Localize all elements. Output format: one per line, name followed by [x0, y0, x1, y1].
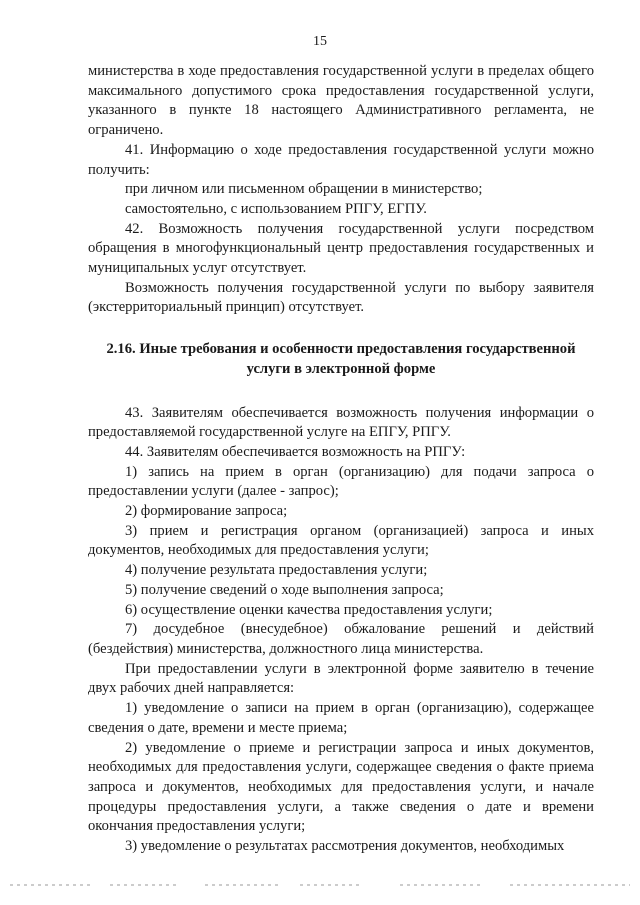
paragraph: министерства в ходе предоставления государственной услуги в пределах общего максимального допустимого срока предоставления государственной услуги, указанного в пункте 18 настоящего Административного регламента, не ограничено.	[88, 63, 594, 139]
list-item: 4) получение результата предоставления услуги;	[125, 562, 428, 579]
paragraph: самостоятельно, с использованием РПГУ, ЕГПУ.	[125, 200, 427, 217]
list-item: 1) запись на прием в орган (организацию) для подачи запроса о предоставлении услуги (далее - запрос);	[88, 463, 594, 500]
paragraph-group-top	[88, 62, 594, 318]
paragraph: при личном или письменном обращении в министерство;	[125, 181, 483, 198]
paragraph: 44. Заявителям обеспечивается возможность на РПГУ:	[125, 443, 466, 460]
list-item: 5) получение сведений о ходе выполнения запроса;	[125, 581, 444, 598]
page-number: 15	[313, 34, 327, 49]
section-heading: 2.16. Иные требования и особенности предоставления государственной услуги в электронной форме	[106, 341, 576, 377]
list-item: 7) досудебное (внесудебное) обжалование решений и действий (бездействия) министерства, должностного лица министерства.	[88, 621, 594, 657]
list-item: 2) уведомление о приеме и регистрации запроса и иных документов, необходимых для предоставления услуги, содержащее сведения о факте приема запроса и документов, необходимых для предоставления услуги, и начале процедуры предоставления услуги, а также сведения о дате и времени окончания предоставления услуги;	[88, 739, 594, 835]
paragraph: 41. Информацию о ходе предоставления государственной услуги можно получить:	[88, 141, 594, 178]
paragraph: 42. Возможность получения государственной услуги посредством обращения в многофункциональный центр предоставления государственных и муниципальных услуг отсутствует.	[88, 220, 594, 277]
list-item: 1) уведомление о записи на прием в орган (организацию), содержащее сведения о дате, времени и месте приема;	[88, 700, 594, 736]
list-item: 6) осуществление оценки качества предоставления услуги;	[125, 601, 493, 618]
paragraph: При предоставлении услуги в электронной форме заявителю в течение двух рабочих дней направляется:	[88, 660, 594, 697]
scan-edge-marks	[0, 883, 640, 887]
paragraph: 43. Заявителям обеспечивается возможность получения информации о предоставляемой государственной услуге на ЕПГУ, РПГУ.	[88, 404, 594, 441]
list-item: 2) формирование запроса;	[125, 503, 288, 520]
paragraph-group-bottom	[88, 404, 594, 857]
paragraph: Возможность получения государственной услуги по выбору заявителя (экстерриториальный принцип) отсутствует.	[88, 279, 594, 316]
list-item: 3) уведомление о результатах рассмотрения документов, необходимых	[125, 838, 565, 855]
list-item: 3) прием и регистрация органом (организацией) запроса и иных документов, необходимых для предоставления услуги;	[88, 522, 594, 559]
document-body	[88, 62, 594, 857]
